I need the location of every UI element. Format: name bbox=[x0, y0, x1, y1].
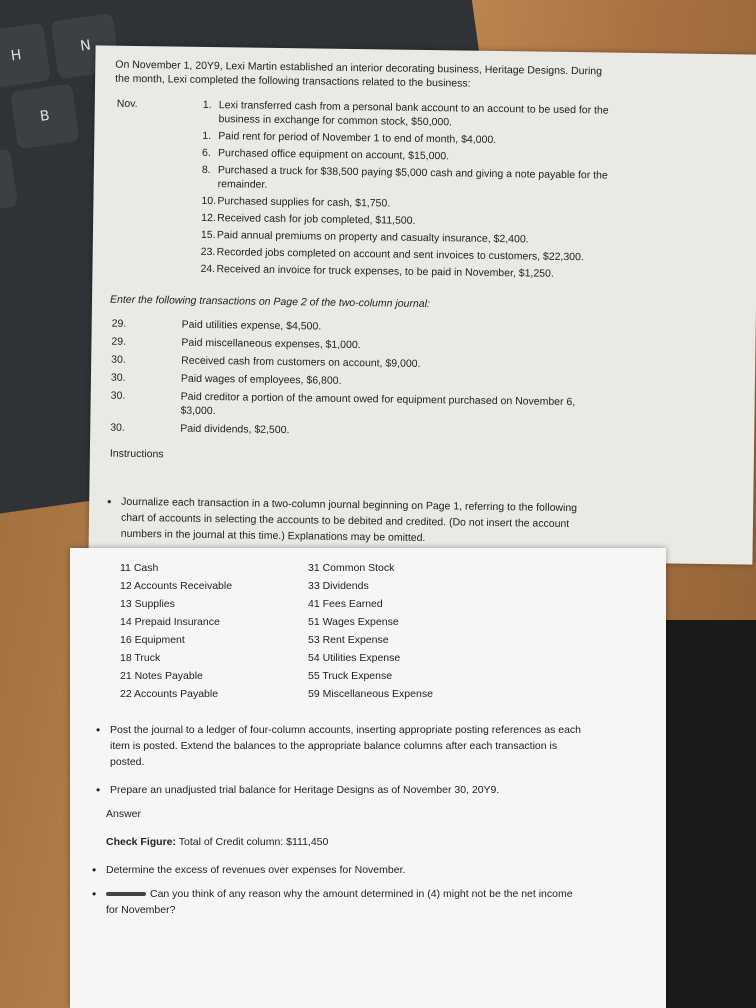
tx-day: 1. bbox=[202, 98, 212, 112]
account-entry: 22 Accounts Payable bbox=[120, 688, 219, 700]
bottom-sheet bbox=[70, 548, 666, 1008]
tx2-day: 30. bbox=[110, 389, 126, 402]
tx-text: Received cash for job completed, $11,500. bbox=[217, 212, 416, 227]
account-entry: 59 Miscellaneous Expense bbox=[308, 688, 433, 700]
key-h: H bbox=[0, 23, 51, 89]
account-entry: 12 Accounts Receivable bbox=[120, 580, 233, 592]
tx2-day: 30. bbox=[110, 371, 126, 384]
bullet2-line-3: posted. bbox=[110, 756, 145, 768]
tx-text: Purchased office equipment on account, $15,000. bbox=[218, 147, 450, 163]
bullet5-text: Can you think of any reason why the amount determined in (4) might not be the net income bbox=[150, 888, 573, 900]
tx-day: 23. bbox=[200, 245, 216, 259]
bullet5-line-1 bbox=[106, 888, 573, 901]
shadow-area bbox=[666, 620, 756, 1008]
bullet1-line-2: chart of accounts in selecting the accounts to be debited and credited. (Do not insert the account bbox=[120, 511, 570, 531]
instructions-label: Instructions bbox=[109, 447, 164, 461]
tx-text: Purchased supplies for cash, $1,750. bbox=[217, 195, 391, 210]
month-label: Nov. bbox=[116, 97, 138, 110]
top-sheet bbox=[88, 45, 756, 564]
tx-text: business in exchange for common stock, $50,000. bbox=[218, 113, 453, 129]
tx2-text: Received cash from customers on account, $9,000. bbox=[181, 354, 421, 370]
key-b: B bbox=[10, 83, 79, 149]
tx2-text: Paid creditor a portion of the amount owed for equipment purchased on November 6, bbox=[180, 390, 576, 409]
intro-line-2: the month, Lexi completed the following transactions related to the business: bbox=[115, 72, 471, 90]
tx-text: Paid rent for period of November 1 to end of month, $4,000. bbox=[218, 130, 497, 146]
check-figure bbox=[106, 836, 328, 849]
bullet4: • Determine the excess of revenues over expenses for November. bbox=[106, 864, 405, 877]
bullet3: • Prepare an unadjusted trial balance for Heritage Designs as of November 30, 20Y9. bbox=[110, 784, 499, 797]
answer-label: Answer bbox=[106, 808, 142, 820]
tx2-day: 29. bbox=[111, 317, 127, 330]
account-entry: 41 Fees Earned bbox=[308, 598, 383, 610]
bullet1-line-3: numbers in the journal at this time.) Explanations may be omitted. bbox=[120, 527, 426, 545]
account-entry: 55 Truck Expense bbox=[308, 670, 393, 682]
account-entry: 16 Equipment bbox=[120, 634, 185, 646]
account-entry: 53 Rent Expense bbox=[308, 634, 389, 646]
bullet1-line-1: • Journalize each transaction in a two-column journal beginning on Page 1, referring to the following bbox=[121, 496, 577, 515]
tx2-text: Paid miscellaneous expenses, $1,000. bbox=[181, 336, 361, 352]
redaction-mark bbox=[106, 892, 146, 896]
tx-text: Purchased a truck for $38,500 paying $5,000 cash and giving a note payable for the bbox=[217, 164, 608, 182]
tx2-day: 30. bbox=[111, 353, 126, 366]
tx-day: 12. bbox=[201, 211, 216, 225]
key-v bbox=[0, 149, 18, 215]
tx-day: 1. bbox=[202, 129, 212, 143]
bullet5-line-2: for November? bbox=[106, 904, 176, 916]
account-entry: 51 Wages Expense bbox=[308, 616, 399, 628]
tx2-text: Paid wages of employees, $6,800. bbox=[180, 372, 342, 387]
account-entry: 13 Supplies bbox=[120, 598, 175, 610]
tx-day: 8. bbox=[201, 163, 211, 177]
account-entry: 31 Common Stock bbox=[308, 562, 395, 574]
tx-text: Paid annual premiums on property and casualty insurance, $2,400. bbox=[216, 229, 529, 246]
account-entry: 14 Prepaid Insurance bbox=[120, 616, 220, 628]
bullet2-line-2: item is posted. Extend the balances to the appropriate balance columns after each transaction is bbox=[110, 740, 558, 752]
page2-heading: Enter the following transactions on Page 2 of the two-column journal: bbox=[109, 293, 430, 311]
check-figure-label: Check Figure: bbox=[106, 836, 177, 848]
account-entry: 11 Cash bbox=[120, 562, 159, 574]
intro-line-1: On November 1, 20Y9, Lexi Martin established an interior decorating business, Heritage Designs. During bbox=[115, 58, 603, 78]
account-entry: 21 Notes Payable bbox=[120, 670, 203, 682]
key-n: N bbox=[51, 13, 120, 79]
account-entry: 33 Dividends bbox=[308, 580, 369, 592]
bullet2-line-1: • Post the journal to a ledger of four-column accounts, inserting appropriate posting references as each bbox=[110, 724, 581, 737]
tx2-day: 29. bbox=[111, 335, 127, 348]
account-entry: 18 Truck bbox=[120, 652, 161, 664]
account-entry: 54 Utilities Expense bbox=[308, 652, 401, 664]
tx-text: Received an invoice for truck expenses, to be paid in November, $1,250. bbox=[216, 263, 554, 280]
tx2-text: Paid dividends, $2,500. bbox=[180, 422, 290, 437]
tx2-day: 30. bbox=[110, 421, 125, 434]
tx-day: 24. bbox=[200, 262, 216, 276]
tx-text: Lexi transferred cash from a personal bank account to an account to be used for the bbox=[218, 99, 609, 117]
tx2-text: Paid utilities expense, $4,500. bbox=[181, 318, 322, 333]
tx-text: remainder. bbox=[217, 178, 268, 191]
tx2-text: $3,000. bbox=[180, 404, 216, 418]
tx-day: 10. bbox=[201, 194, 217, 208]
tx-text: Recorded jobs completed on account and sent invoices to customers, $22,300. bbox=[216, 246, 584, 264]
tx-day: 6. bbox=[202, 146, 211, 160]
check-figure-value: Total of Credit column: $111,450 bbox=[178, 836, 329, 848]
tx-day: 15. bbox=[200, 228, 216, 242]
